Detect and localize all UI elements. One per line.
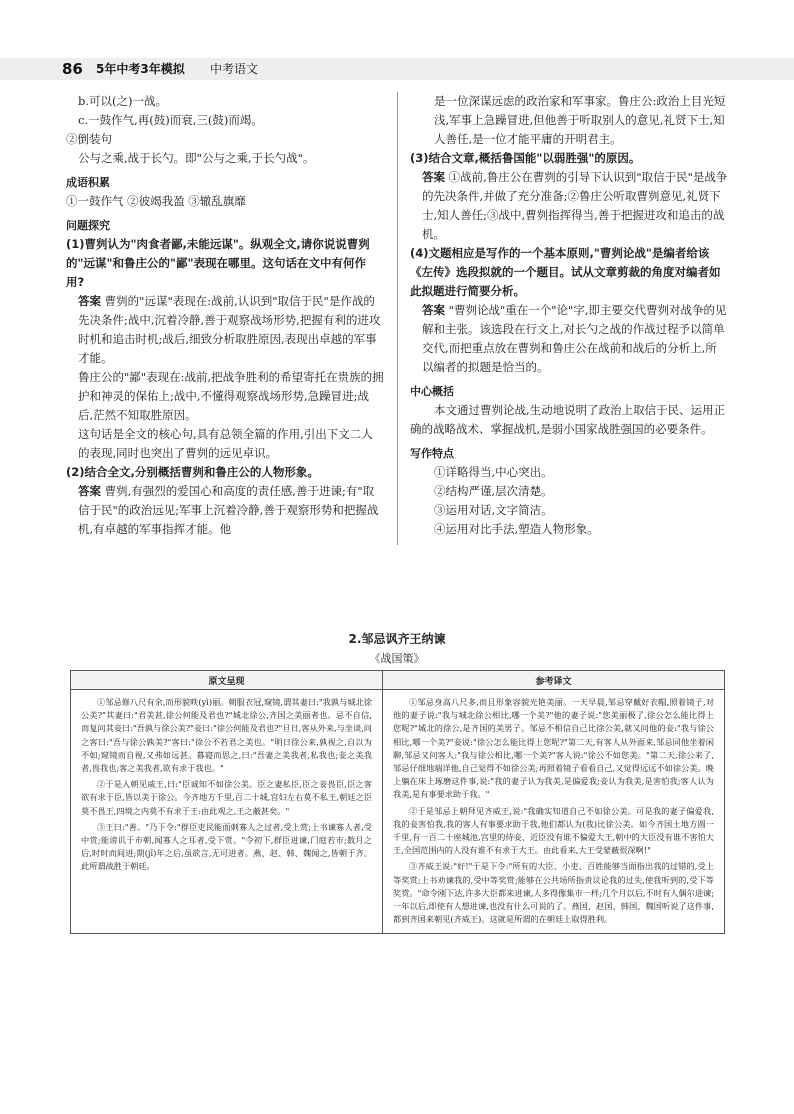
answer-text: "曹刿论战"重在一个"论"字,即主要交代曹刿对战争的见解和主张。该选段在行文上,对长勺之战的作战过程予以简单交代,而把重点放在曹刿和鲁庄公在战前和战后的分析上,所以编者的拟题是恰当的。: [422, 303, 727, 374]
text-line: ②倒装句: [66, 132, 112, 146]
summary-paragraph: 本文通过曹刿论战,生动地说明了政治上取信于民、运用正确的战略战术、掌握战机,是弱小国家战胜强国的必要条件。: [410, 403, 726, 436]
text-line: ①详略得当,中心突出。: [434, 465, 553, 479]
answer-text: ①战前,鲁庄公在曹刿的引导下认识到"取信于民"是战争的先决条件,并做了充分准备;②鲁庄公听取曹刿意见,礼贤下士,知人善任;③战中,曹刿指挥得当,善于把握进攻和追击的战机。: [422, 170, 728, 241]
translation-paragraph: ①邹忌身高八尺多,而且形象容貌光艳美丽。一天早晨,邹忌穿戴好衣帽,照着镜子,对他的妻子说:"我与城北徐公相比,哪一个美?"他的妻子说:"您美丽极了,徐公怎么能比得上您呢?"城北的徐公,是齐国的美男子。邹忌不相信自己比徐公美,就又问他的妾:"我与徐公相比,哪一个美?"妾说:"徐公怎么能比得上您呢?"第二天,有客人从外面来,邹忌同他坐着闲聊,邹忌又问客人:"我与徐公相比,哪一个美?"客人说:"徐公不如您美。"第二天,徐公来了,邹忌仔细地端详他,自己觉得不如徐公美;再照着镜子看看自己,又觉得远远不如徐公美。晚上躺在床上琢磨这件事,说:"我的妻子认为我美,是偏爱我;妾认为我美,是害怕我;客人认为我美,是有事要求助于我。": [393, 697, 714, 800]
answer-label: 答案: [78, 484, 101, 498]
text-line: ③运用对话,文字简洁。: [434, 503, 553, 517]
section-heading: 问题探究: [66, 219, 110, 232]
section-heading: 中心概括: [410, 385, 454, 398]
text-line: ①一鼓作气 ②彼竭我盈 ③辙乱旗靡: [66, 194, 246, 208]
original-paragraph: ③王曰:"善。"乃下令:"群臣吏民能面刺寡人之过者,受上赏;上书谏寡人者,受中赏;能谤讥于市朝,闻寡人之耳者,受下赏。"令初下,群臣进谏,门庭若市;数月之后,时时而间进;期(jī)年之后,虽欲言,无可进者。燕、赵、韩、魏闻之,皆朝于齐。此所谓战胜于朝廷。: [81, 821, 372, 872]
original-paragraph: ①邹忌修八尺有余,而形貌昳(yì)丽。朝服衣冠,窥镜,谓其妻曰:"我孰与城北徐公美?"其妻曰:"君美甚,徐公何能及君也?"城北徐公,齐国之美丽者也。忌不自信,而复问其妾曰:"吾孰与徐公美?"妾曰:"徐公何能及君也?"旦日,客从外来,与坐谈,问之客曰:"吾与徐公孰美?"客曰:"徐公不若君之美也。"明日徐公来,孰视之,自以为不如;窥镜而自视,又弗如远甚。暮寝而思之,曰:"吾妻之美我者,私我也;妾之美我者,畏我也;客之美我者,欲有求于我也。": [81, 697, 372, 774]
answer-block: [66, 292, 384, 368]
table-header-translation: 参考译文: [383, 671, 725, 690]
answer-block: [410, 168, 728, 244]
question: (2)结合全文,分别概括曹刿和鲁庄公的人物形象。: [66, 465, 319, 479]
right-column: [410, 92, 728, 539]
section-title: 2.邹忌讽齐王纳谏: [348, 632, 446, 646]
text-line: 鲁庄公的"鄙"表现在:战前,把战争胜利的希望寄托在贵族的拥护和神灵的保佑上;战中,不懂得观察战场形势,急躁冒进;战后,茫然不知取胜原因。: [78, 370, 384, 422]
subject-label: 中考语文: [210, 62, 259, 76]
answer-label: 答案: [422, 170, 445, 184]
translation-text-cell: [383, 690, 725, 934]
text-line: ②结构严谨,层次清楚。: [434, 484, 553, 498]
answer-block: [410, 301, 728, 377]
section-heading: 成语积累: [66, 176, 110, 189]
text-line: 公与之乘,战于长勺。即"公与之乘,于长勺战"。: [78, 151, 315, 165]
text-line: b.可以(之)一战。: [78, 94, 167, 108]
translation-paragraph: ③齐威王说:"好!"于是下令:"所有的大臣、小吏、百姓能够当面指出我的过错的,受上等奖赏;上书劝谏我的,受中等奖赏;能够在公共场所指责议论我的过失,使我听到的,受下等奖赏。"命令刚下达,许多大臣都来进谏,人多得像集市一样;几个月以后,不时有人偶尔进谏;一年以后,即使有人想进谏,也没有什么可说的了。燕国、赵国、韩国、魏国听说了这件事,都到齐国来朝见(齐威王)。这就是所谓的在朝廷上取得胜利。: [393, 861, 714, 925]
text-line: ④运用对比手法,塑造人物形象。: [434, 522, 599, 536]
section-heading: 写作特点: [410, 447, 454, 460]
book-title: 5年中考3年模拟: [96, 62, 185, 76]
answer-text: 曹刿,有强烈的爱国心和高度的责任感,善于进谏;有"取信于民"的政治远见;军事上沉着冷静,善于观察形势和把握战机,有卓越的军事指挥才能。他: [78, 484, 379, 536]
question: (3)结合文章,概括鲁国能"以弱胜强"的原因。: [410, 151, 641, 165]
section-source: 《战国策》: [369, 652, 425, 665]
original-paragraph: ②于是入朝见威王,曰:"臣诚知不如徐公美。臣之妻私臣,臣之妾畏臣,臣之客欲有求于臣,皆以美于徐公。今齐地方千里,百二十城,宫妇左右莫不私王,朝廷之臣莫不畏王,四境之内莫不有求于王:由此观之,王之蔽甚矣。": [81, 779, 372, 816]
table-header-original: 原文呈现: [71, 671, 383, 690]
text-line: 这句话是全文的核心句,具有总领全篇的作用,引出下文二人的表现,同时也突出了曹刿的远见卓识。: [78, 427, 373, 460]
translation-paragraph: ②于是邹忌上朝拜见齐威王,说:"我确实知道自己不如徐公美。可是我的妻子偏爱我,我的妾害怕我,我的客人有事要求助于我,他们都认为(我)比徐公美。如今齐国土地方圆一千里,有一百二十座城池,宫里的侍妾、近臣没有谁不偏爱大王,朝中的大臣没有谁不害怕大王,全国范围内的人没有谁不有求于大王。由此看来,大王受蒙蔽很深啊!": [393, 805, 714, 856]
text-line: 是一位深谋远虑的政治家和军事家。鲁庄公:政治上目光短浅,军事上急躁冒进,但他善于听取别人的意见,礼贤下士,知人善任,是一位才能平庸的开明君主。: [434, 94, 726, 146]
left-column: [66, 92, 384, 539]
answer-block: [66, 482, 384, 539]
comparison-table: [70, 670, 725, 934]
question: (4)文题相应是写作的一个基本原则,"曹刿论战"是编者给该《左传》选段拟就的一个题目。试从文章剪裁的角度对编者如此拟题进行简要分析。: [410, 246, 721, 298]
question: (1)曹刿认为"肉食者鄙,未能远谋"。纵观全文,请你说说曹刿的"远谋"和鲁庄公的"鄙"表现在哪里。这句话在文中有何作用?: [66, 237, 370, 289]
page-number: 86: [62, 60, 83, 78]
answer-label: 答案: [422, 303, 445, 317]
text-line: c.一鼓作气,再(鼓)而衰,三(鼓)而竭。: [78, 113, 263, 127]
column-divider: [397, 92, 398, 545]
answer-text: 曹刿的"远谋"表现在:战前,认识到"取信于民"是作战的先决条件;战中,沉着冷静,善于观察战场形势,把握有利的进攻时机和追击时机;战后,细致分析取胜原因,表现出卓越的军事才能。: [78, 294, 381, 365]
answer-label: 答案: [78, 294, 101, 308]
original-text-cell: [71, 690, 383, 934]
